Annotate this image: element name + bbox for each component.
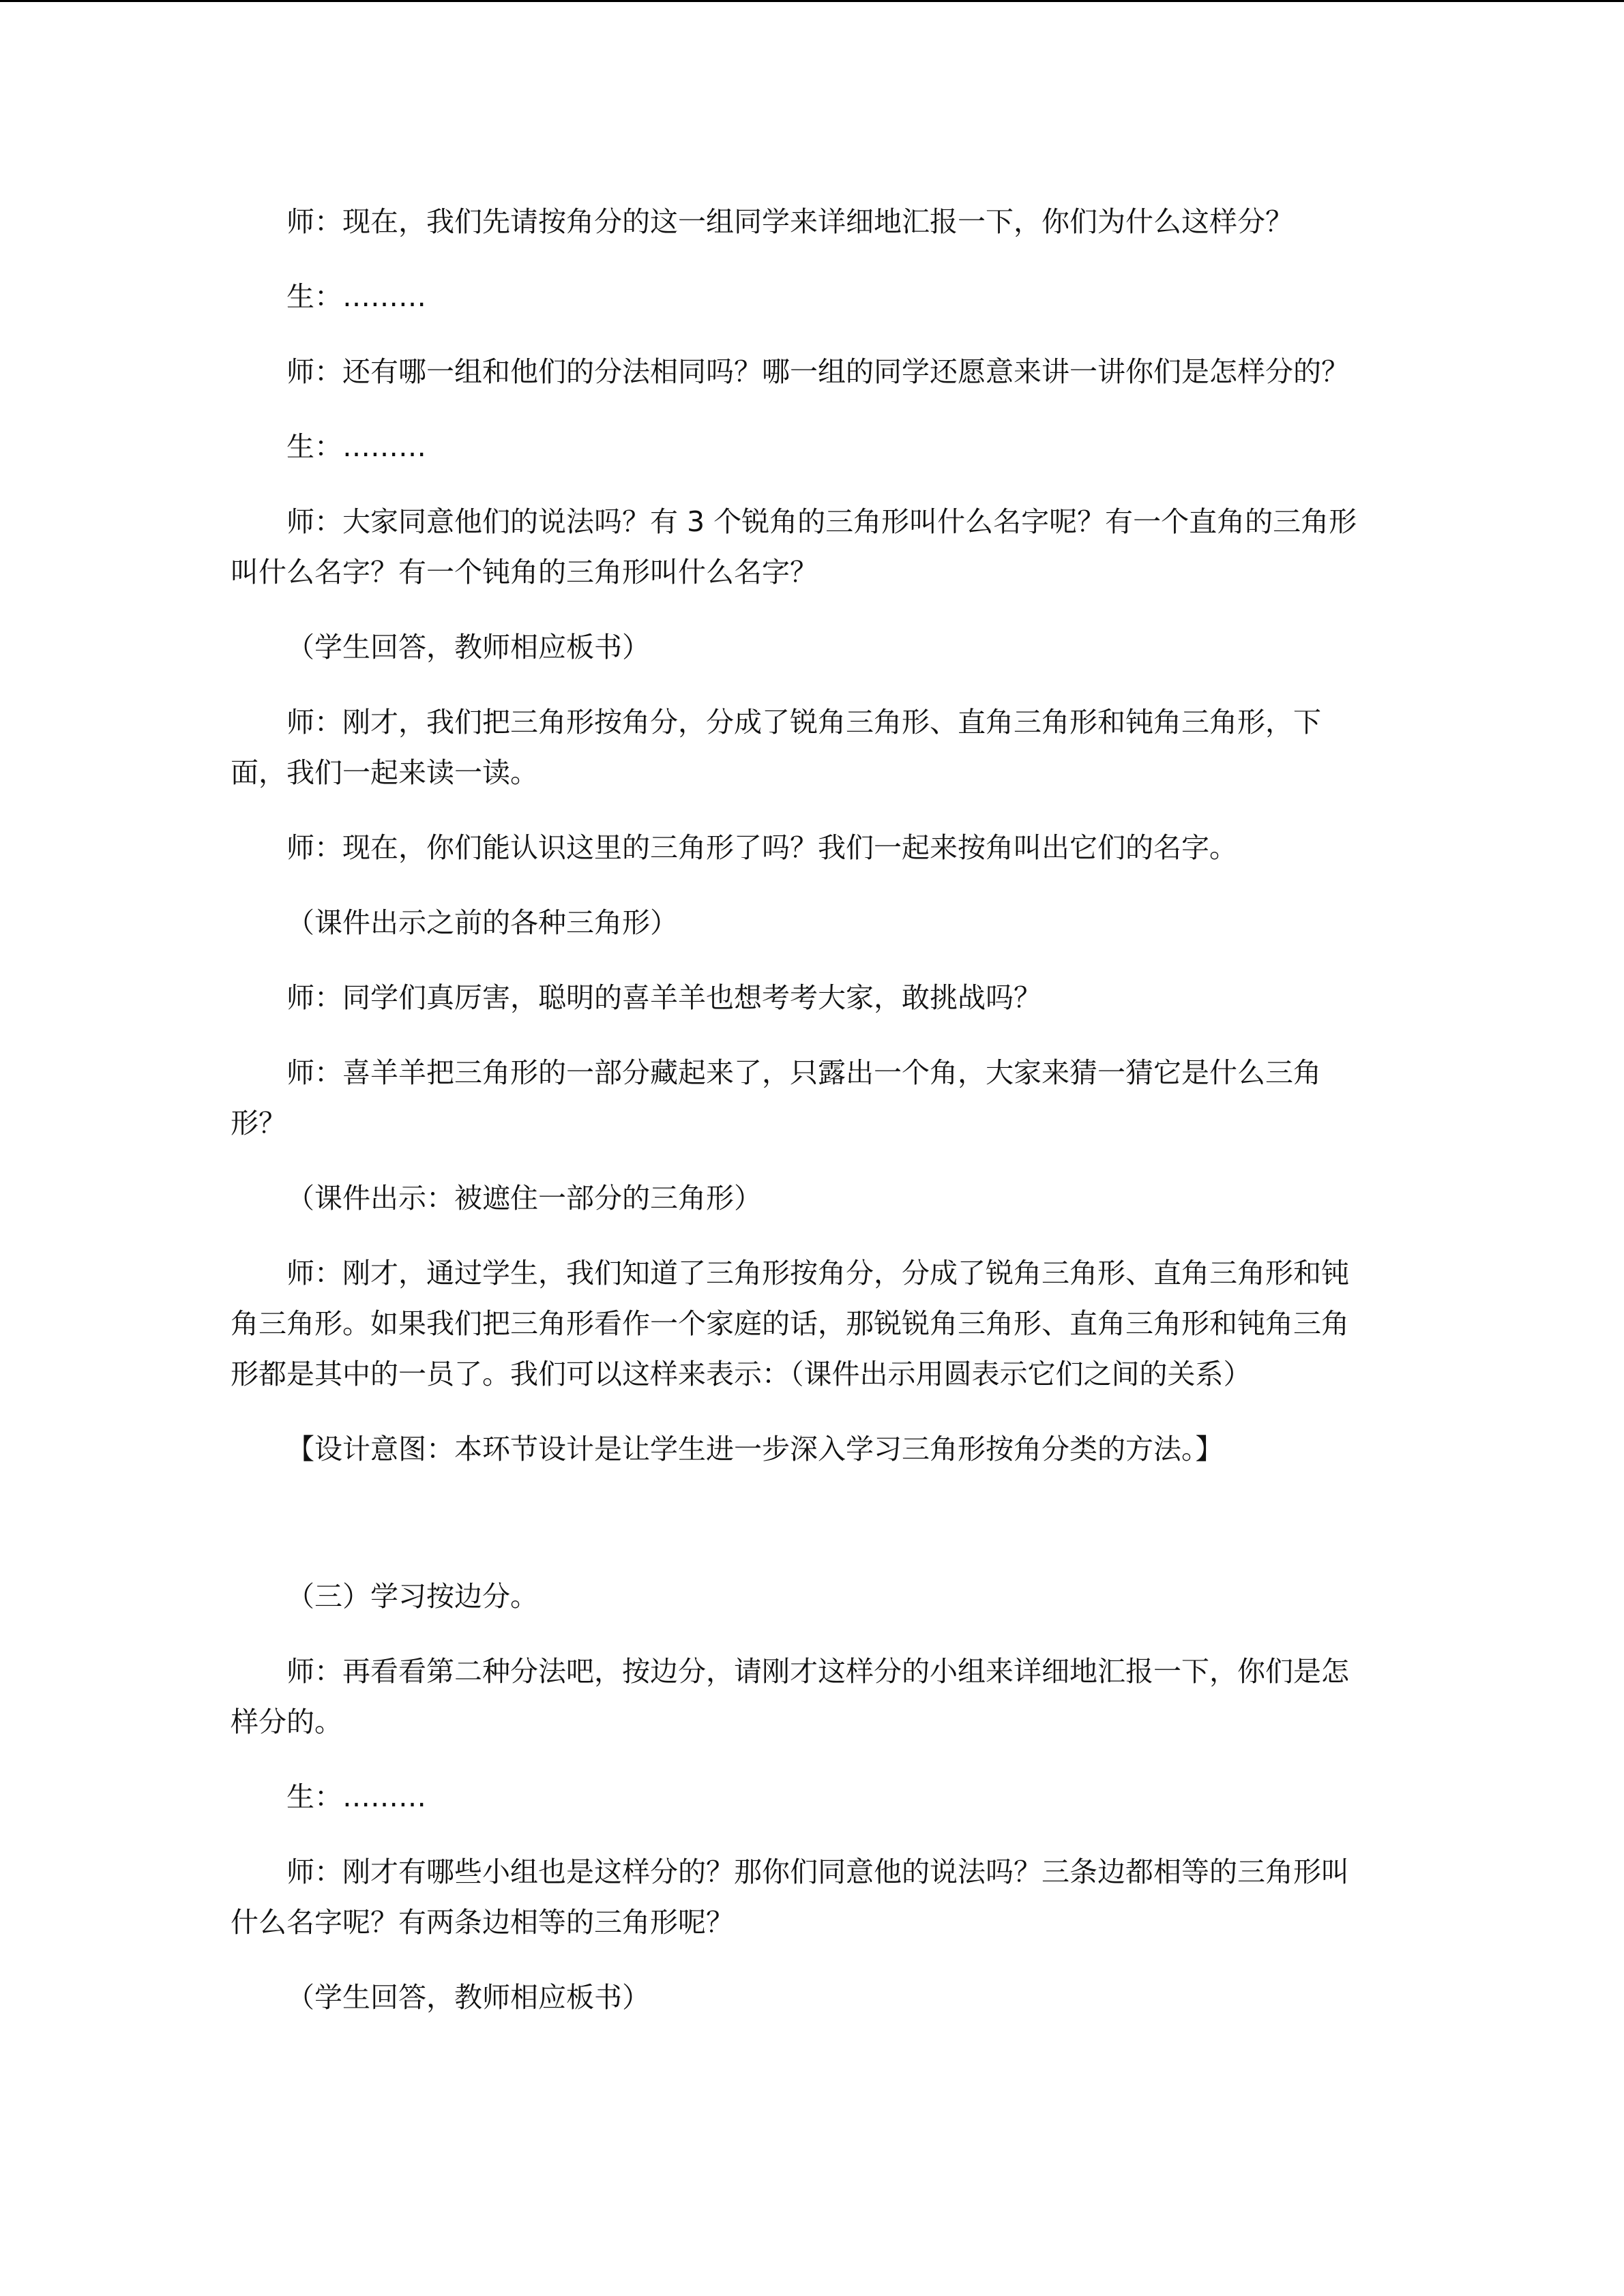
paragraph-teacher-summary: 师：刚才，我们把三角形按角分，分成了锐角三角形、直角三角形和钝角三角形，下面，我们一起来读一读。 xyxy=(231,706,1321,789)
paragraph-teacher-hidden-triangle: 师：喜羊羊把三角形的一部分藏起来了，只露出一个角，大家来猜一猜它是什么三角形？ xyxy=(231,1056,1321,1139)
paragraph-classroom-note: （学生回答，教师相应板书） xyxy=(286,631,650,664)
paragraph-teacher-triangle-names: 师：大家同意他们的说法吗？有 3 个锐角的三角形叫什么名字呢？有一个直角的三角形叫什么名字？有一个钝角的三角形叫什么名字？ xyxy=(231,505,1357,588)
paragraph-design-intent: 【设计意图：本环节设计是让学生进一步深入学习三角形按角分类的方法。】 xyxy=(286,1433,1224,1465)
paragraph-courseware-note: （课件出示之前的各种三角形） xyxy=(286,906,678,939)
paragraph-teacher-recognize: 师：现在，你们能认识这里的三角形了吗？我们一起来按角叫出它们的名字。 xyxy=(286,831,1237,864)
paragraph-student-reply: 生：……… xyxy=(286,1780,426,1813)
document-body xyxy=(231,196,1376,2023)
paragraph-student-reply: 生：……… xyxy=(286,430,426,463)
paragraph-classroom-note: （学生回答，教师相应板书） xyxy=(286,1981,650,2014)
paragraph-student-reply: 生：……… xyxy=(286,280,426,313)
paragraph-teacher-family-analogy: 师：刚才，通过学生，我们知道了三角形按角分，分成了锐角三角形、直角三角形和钝角三角形。如果我们把三角形看作一个家庭的话，那锐锐角三角形、直角三角形和钝角三角形都是其中的一员了。我们可以这样来表示：（课件出示用圆表示它们之间的关系） xyxy=(231,1257,1349,1390)
paragraph-teacher-second-method: 师：再看看第二种分法吧，按边分，请刚才这样分的小组来详细地汇报一下，你们是怎样分的。 xyxy=(231,1655,1349,1738)
paragraph-teacher-challenge: 师：同学们真厉害，聪明的喜羊羊也想考考大家，敢挑战吗？ xyxy=(286,981,1042,1014)
paragraph-courseware-covered-triangle: （课件出示：被遮住一部分的三角形） xyxy=(286,1182,762,1214)
paragraph-teacher-other-groups: 师：还有哪一组和他们的分法相同吗？哪一组的同学还愿意来讲一讲你们是怎样分的？ xyxy=(286,355,1349,388)
paragraph-teacher-report-request: 师：现在，我们先请按角分的这一组同学来详细地汇报一下，你们为什么这样分？ xyxy=(286,205,1293,238)
section-heading-by-sides: （三）学习按边分。 xyxy=(286,1580,538,1613)
top-border-line xyxy=(0,0,1624,2)
paragraph-teacher-equal-sides: 师：刚才有哪些小组也是这样分的？那你们同意他的说法吗？三条边都相等的三角形叫什么名字呢？有两条边相等的三角形呢？ xyxy=(231,1855,1349,1939)
